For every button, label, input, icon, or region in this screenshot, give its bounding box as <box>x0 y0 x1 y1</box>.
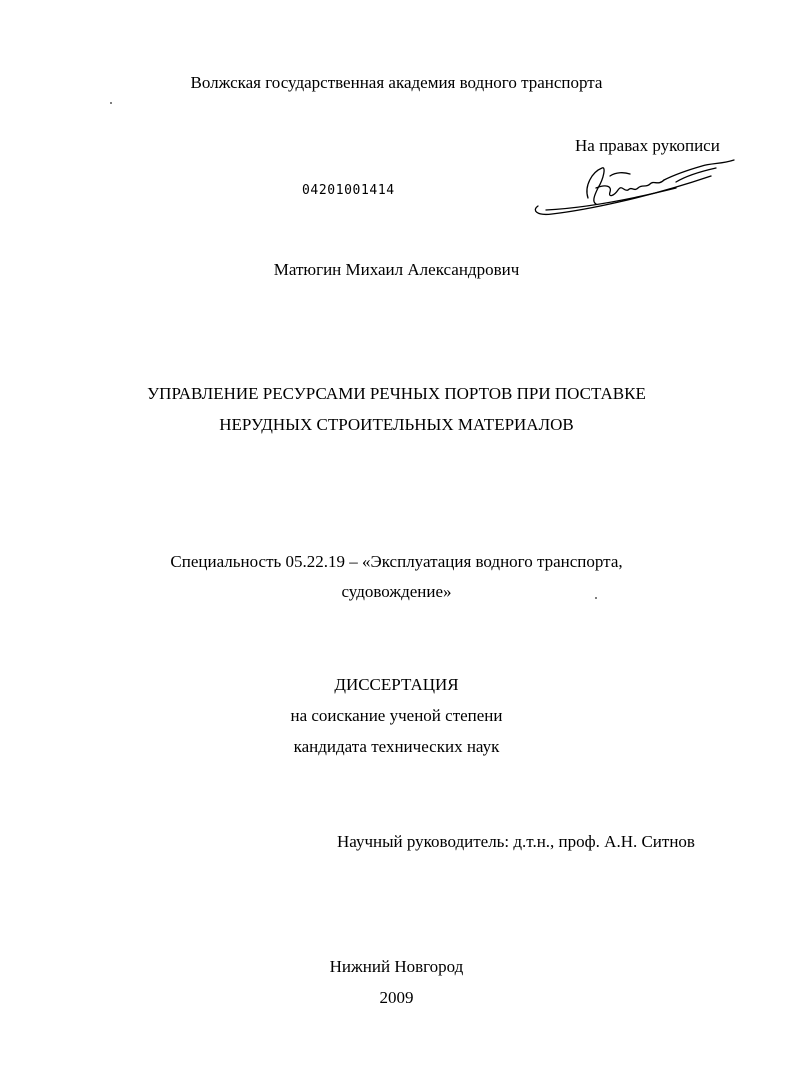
specialty-line-1: Специальность 05.22.19 – «Эксплуатация водного транспорта, <box>170 552 623 571</box>
scan-speck <box>110 102 112 104</box>
scan-speck <box>595 597 597 599</box>
dissertation-title-line-2: НЕРУДНЫХ СТРОИТЕЛЬНЫХ МАТЕРИАЛОВ <box>219 415 574 434</box>
catalog-code: 04201001414 <box>302 183 395 198</box>
manuscript-rights-note: На правах рукописи <box>575 136 720 155</box>
work-type-heading: ДИССЕРТАЦИЯ <box>334 675 459 694</box>
degree-line-2: кандидата технических наук <box>293 737 500 756</box>
author-name: Матюгин Михаил Александрович <box>273 260 520 279</box>
year: 2009 <box>379 988 414 1007</box>
degree-line-1: на соискание ученой степени <box>290 706 503 725</box>
scientific-supervisor: Научный руководитель: д.т.н., проф. А.Н. Ситнов <box>337 832 695 851</box>
specialty-line-2: судовождение» <box>341 582 452 601</box>
handwritten-signature <box>526 158 741 228</box>
institution-name: Волжская государственная академия водного транспорта <box>190 73 603 92</box>
city: Нижний Новгород <box>329 957 464 976</box>
dissertation-title-line-1: УПРАВЛЕНИЕ РЕСУРСАМИ РЕЧНЫХ ПОРТОВ ПРИ ПОСТАВКЕ <box>147 384 646 403</box>
